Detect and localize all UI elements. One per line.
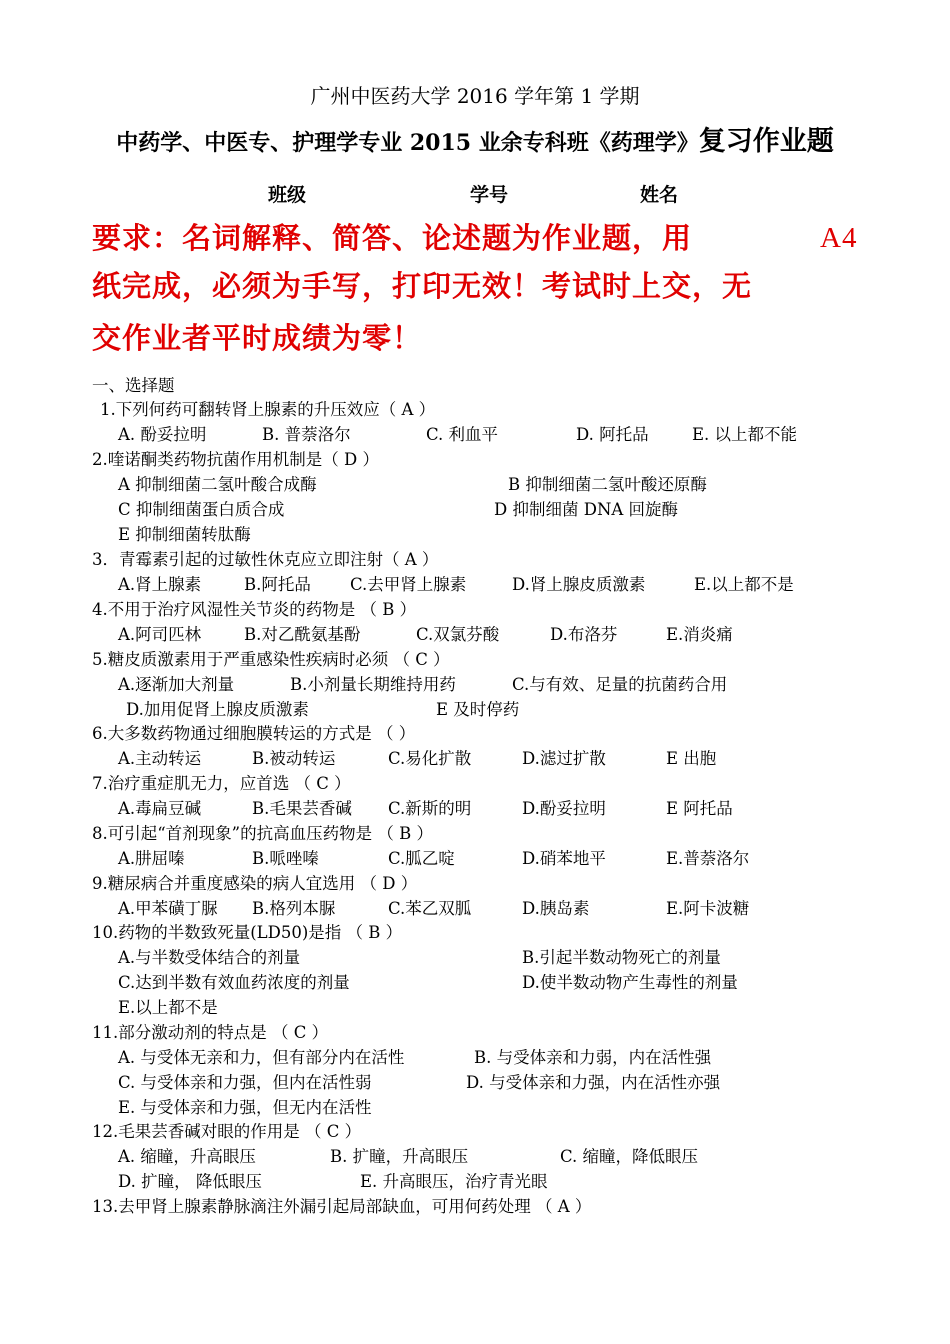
question-9: 9.糖尿病合并重度感染的病人宜选用 （ D ） — [92, 874, 418, 893]
option-2c: C 抑制细菌蛋白质合成 — [118, 500, 285, 519]
option-9d: D.胰岛素 — [522, 899, 590, 918]
question-4: 4.不用于治疗风湿性关节炎的药物是 （ B ） — [92, 600, 417, 619]
question-10: 10.药物的半数致死量(LD50)是指 （ B ） — [92, 923, 403, 942]
option-8d: D.硝苯地平 — [522, 849, 606, 868]
option-9a: A.甲苯磺丁脲 — [118, 899, 218, 918]
option-5d: D.加用促肾上腺皮质激素 — [126, 700, 309, 719]
question-5: 5.糖皮质激素用于严重感染性疾病时必须 （ C ） — [92, 650, 450, 669]
option-1d: D. 阿托品 — [576, 425, 649, 444]
option-5c: C.与有效、足量的抗菌药合用 — [512, 675, 728, 694]
option-7a: A.毒扁豆碱 — [118, 799, 202, 818]
option-12a: A. 缩瞳，升高眼压 — [118, 1147, 256, 1166]
section-title: 一、选择题 — [92, 376, 175, 395]
option-1b: B. 普萘洛尔 — [262, 425, 351, 444]
option-10c: C.达到半数有效血药浓度的剂量 — [118, 973, 350, 992]
option-12c: C. 缩瞳，降低眼压 — [560, 1147, 699, 1166]
question-8: 8.可引起“首剂现象”的抗高血压药物是 （ B ） — [92, 824, 433, 843]
option-12b: B. 扩瞳，升高眼压 — [330, 1147, 469, 1166]
option-7d: D.酚妥拉明 — [522, 799, 606, 818]
option-3c: C.去甲肾上腺素 — [350, 575, 467, 594]
question-12: 12.毛果芸香碱对眼的作用是 （ C ） — [92, 1122, 362, 1141]
title-main-text: 中药学、中医专、护理学专业 2015 业余专科班《药理学》 — [116, 130, 699, 156]
option-11c: C. 与受体亲和力强，但内在活性弱 — [118, 1073, 372, 1092]
option-11a: A. 与受体无亲和力，但有部分内在活性 — [118, 1048, 405, 1067]
option-7b: B.毛果芸香碱 — [252, 799, 352, 818]
requirement-paper-size: A4 — [820, 222, 858, 254]
option-7e: E 阿托品 — [666, 799, 733, 818]
requirement-line3: 交作业者平时成绩为零！ — [92, 321, 423, 355]
option-8c: C.胍乙啶 — [388, 849, 455, 868]
option-6c: C.易化扩散 — [388, 749, 472, 768]
option-6b: B.被动转运 — [252, 749, 336, 768]
requirement-line1-text: 要求：名词解释、简答、论述题为作业题，用 — [92, 221, 693, 255]
option-2a: A 抑制细菌二氢叶酸合成酶 — [118, 475, 317, 494]
option-4c: C.双氯芬酸 — [416, 625, 500, 644]
option-11d: D. 与受体亲和力强，内在活性亦强 — [466, 1073, 721, 1092]
option-1a: A. 酚妥拉明 — [118, 425, 207, 444]
option-10e: E.以上都不是 — [118, 998, 218, 1017]
question-3: 3．青霉素引起的过敏性休克应立即注射（ A ） — [92, 550, 439, 569]
option-8b: B.哌唑嗪 — [252, 849, 319, 868]
option-10b: B.引起半数动物死亡的剂量 — [522, 948, 721, 967]
option-7c: C.新斯的明 — [388, 799, 472, 818]
option-3a: A.肾上腺素 — [118, 575, 202, 594]
option-12e: E. 升高眼压，治疗青光眼 — [360, 1172, 548, 1191]
option-1c: C. 利血平 — [426, 425, 499, 444]
option-5b: B.小剂量长期维持用药 — [290, 675, 456, 694]
option-1e: E. 以上都不能 — [692, 425, 798, 444]
option-2d: D 抑制细菌 DNA 回旋酶 — [494, 500, 679, 519]
requirement-line2: 纸完成，必须为手写，打印无效！考试时上交，无 — [92, 269, 753, 303]
option-12d: D. 扩瞳， 降低眼压 — [118, 1172, 262, 1191]
option-10d: D.使半数动物产生毒性的剂量 — [522, 973, 738, 992]
option-3b: B.阿托品 — [244, 575, 311, 594]
question-1: 1.下列何药可翻转肾上腺素的升压效应（ A ） — [100, 400, 436, 419]
field-id-label: 学号 — [470, 184, 509, 206]
option-11e: E. 与受体亲和力强，但无内在活性 — [118, 1098, 372, 1117]
option-8e: E.普萘洛尔 — [666, 849, 750, 868]
document-title-line2 — [0, 128, 950, 157]
option-9e: E.阿卡波糖 — [666, 899, 750, 918]
title-tail-text: 复习作业题 — [698, 126, 834, 157]
option-6e: E 出胞 — [666, 749, 717, 768]
option-9b: B.格列本脲 — [252, 899, 336, 918]
option-2e: E 抑制细菌转肽酶 — [118, 525, 251, 544]
document-title-line1: 广州中医药大学 2016 学年第 1 学期 — [310, 84, 640, 108]
question-6: 6.大多数药物通过细胞膜转运的方式是 （ ） — [92, 724, 416, 743]
option-4a: A.阿司匹林 — [118, 625, 202, 644]
question-13: 13.去甲肾上腺素静脉滴注外漏引起局部缺血，可用何药处理 （ A ） — [92, 1197, 592, 1216]
option-10a: A.与半数受体结合的剂量 — [118, 948, 301, 967]
option-8a: A.肼屈嗪 — [118, 849, 185, 868]
requirement-line1 — [92, 222, 862, 254]
option-5e: E 及时停药 — [436, 700, 520, 719]
option-3d: D.肾上腺皮质激素 — [512, 575, 646, 594]
question-11: 11.部分激动剂的特点是 （ C ） — [92, 1023, 329, 1042]
option-4d: D.布洛芬 — [550, 625, 618, 644]
question-7: 7.治疗重症肌无力，应首选 （ C ） — [92, 774, 351, 793]
option-11b: B. 与受体亲和力弱，内在活性强 — [474, 1048, 712, 1067]
option-3e: E.以上都不是 — [694, 575, 794, 594]
option-5a: A.逐渐加大剂量 — [118, 675, 235, 694]
option-4b: B.对乙酰氨基酚 — [244, 625, 361, 644]
option-9c: C.苯乙双胍 — [388, 899, 472, 918]
option-6a: A.主动转运 — [118, 749, 202, 768]
option-2b: B 抑制细菌二氢叶酸还原酶 — [508, 475, 707, 494]
option-6d: D.滤过扩散 — [522, 749, 606, 768]
field-name-label: 姓名 — [640, 184, 679, 206]
option-4e: E.消炎痛 — [666, 625, 733, 644]
field-class-label: 班级 — [268, 184, 307, 206]
question-2: 2.喹诺酮类药物抗菌作用机制是（ D ） — [92, 450, 379, 469]
